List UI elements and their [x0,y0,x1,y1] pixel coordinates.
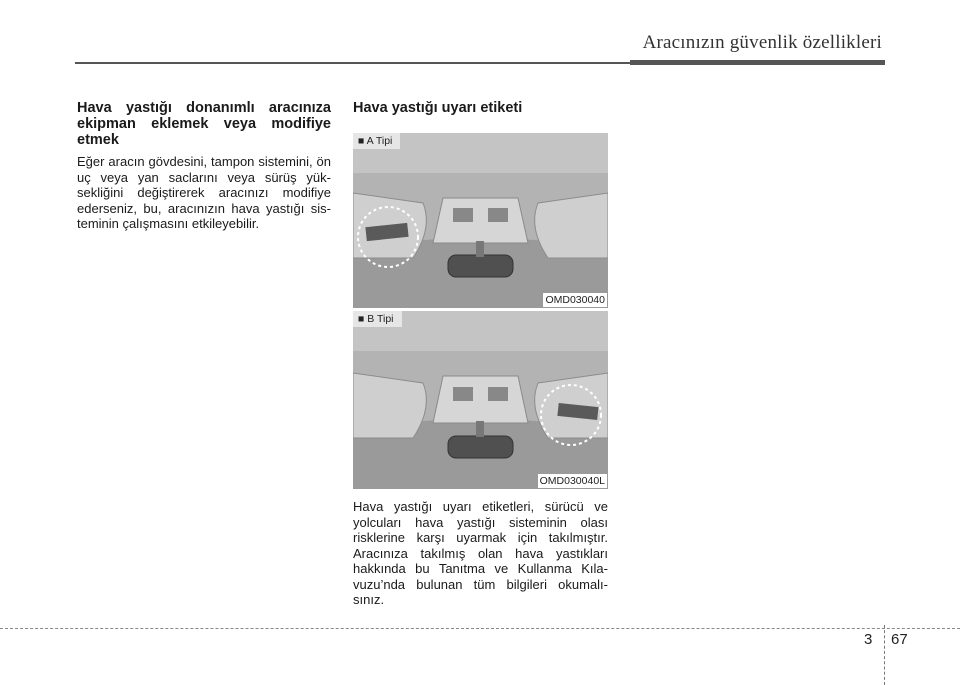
warning-label-paragraph: Hava yastığı uyarı etiketleri, sürücü ve yolcuları hava yastığı sisteminin olası risklerine karşı uyarmak için takılmıştır. Aracınıza takılmış olan hava yastıkları hakkında bu Tanıtma ve Kullanma Kıla-vuzu’nda bulunan tüm bilgileri okumalı-sınız. [353,499,608,607]
right-column-heading [353,100,608,122]
page-number-divider [884,625,885,685]
figure-a-code: OMD030040 [545,294,605,306]
headliner-illustration-b [353,311,608,489]
left-column [77,100,331,232]
section-heading-modification: Hava yastığı donanımlı aracınıza ekipman eklemek veya modifiye etmek [77,100,331,148]
headliner-illustration-a [353,133,608,308]
figure-type-a [353,133,608,308]
figure-b-tag: ■ B Tipi [353,311,402,327]
page-number: 67 [891,631,908,648]
chapter-number: 3 [864,631,873,648]
figure-b-code: OMD030040L [539,475,605,487]
right-column-body [353,499,608,608]
section-heading-warning-label: Hava yastığı uyarı etiketi [353,100,523,116]
figure-a-tag: ■ A Tipi [353,133,400,149]
footer-rule [0,628,960,629]
header-rule-accent [630,60,885,65]
modification-paragraph: Eğer aracın gövdesini, tampon sistemini, ön uç veya yan saclarını veya sürüş yük-sekliğini değiştirerek aracınızı modifiye ederseniz, bu, aracınızın hava yastığı sis-teminin çalışmasını etkileyebilir. [77,154,331,231]
running-header: Aracınızın güvenlik özellikleri [642,32,882,53]
figure-type-b [353,311,608,489]
